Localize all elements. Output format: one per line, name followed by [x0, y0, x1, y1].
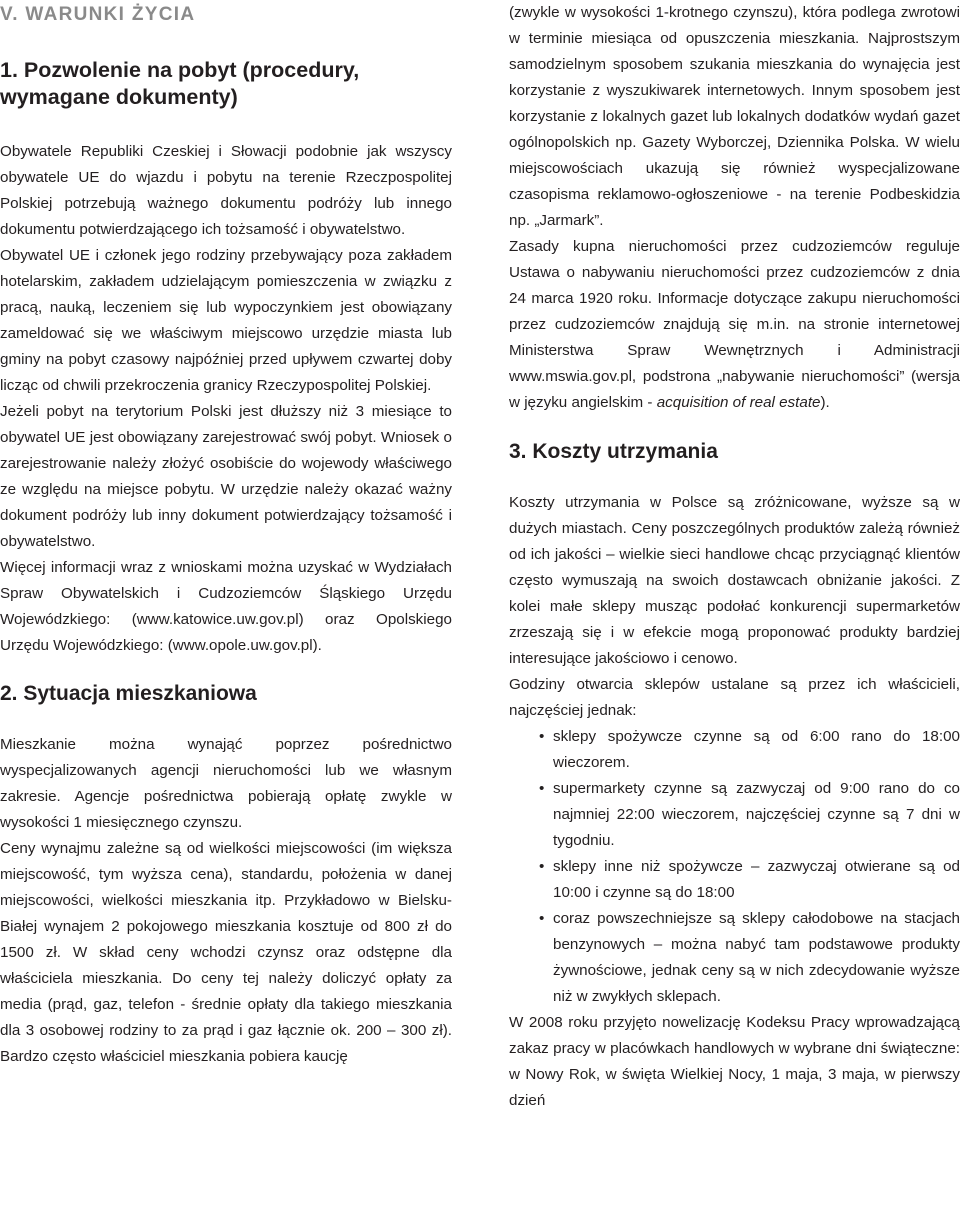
bullet-icon: • [539, 728, 545, 745]
property-purchase-english-term: acquisition of real estate [656, 394, 821, 411]
property-purchase-end: ). [820, 394, 830, 411]
bullet-icon: • [539, 910, 545, 927]
bullet-icon: • [539, 780, 545, 797]
heading-residence-permit: 1. Pozwolenie na pobyt (procedury, wymagane dokumenty) [0, 58, 360, 109]
right-column [509, 0, 960, 1114]
opening-hours-list [509, 724, 960, 1010]
heading-living-costs: 3. Koszty utrzymania [509, 440, 718, 463]
bullet-icon: • [539, 858, 545, 875]
heading-housing: 2. Sytuacja mieszkaniowa [0, 682, 257, 705]
section-title: V. WARUNKI ŻYCIA [0, 4, 196, 25]
property-purchase-text: Zasady kupna nieruchomości przez cudzoziemców reguluje Ustawa o nabywaniu nieruchomości przez cudzoziemców z dnia 24 marca 1920 roku. Informacje dotyczące zakupu nieruchomości przez cudzoziemców znajdują się m.in. na stronie internetowej Ministerstwa Spraw Wewnętrznych i Administracji www.mswia.gov.pl, podstrona „nabywanie nieruchomości” (wersja w języku angielskim - [509, 238, 960, 411]
paragraph-living-costs: Koszty utrzymania w Polsce są zróżnicowane, wyższe są w dużych miastach. Ceny poszczególnych produktów zależą również od ich jakości – wielkie sieci handlowe chcąc przyciągnąć klientów często wymuszają na swoich dostawcach obniżanie jakości. Z kolei małe sklepy musząc podołać konkurencji supermarketów zrzeszają się i w efekcie mogą proponować produkty bardziej interesujące jakościowo i cenowo. [509, 494, 960, 667]
left-column [0, 0, 452, 1070]
paragraph-registration-stay: Jeżeli pobyt na terytorium Polski jest dłuższy niż 3 miesiące to obywatel UE jest obowiązany zarejestrować swój pobyt. Wniosek o zarejestrowanie należy złożyć osobiście do wojewody właściwego ze względu na miejsce pobytu. W urzędzie należy okazać ważny dokument podróży lub inny dokument potwierdzający tożsamość i obywatelstwo. [0, 403, 452, 550]
paragraph-property-purchase [509, 234, 960, 416]
list-item [539, 906, 960, 1010]
paragraph-renting-agencies: Mieszkanie można wynająć poprzez pośrednictwo wyspecjalizowanych agencji nieruchomości lub we własnym zakresie. Agencje pośrednictwa pobierają opłatę zwykle w wysokości 1 miesięcznego czynszu. [0, 736, 452, 831]
paragraph-labour-code: W 2008 roku przyjęto nowelizację Kodeksu Pracy wprowadzającą zakaz pracy w placówkach handlowych w wybrane dni świąteczne: w Nowy Rok, w święta Wielkiej Nocy, 1 maja, 3 maja, w pierwszy dzień [509, 1014, 960, 1109]
list-item-text: coraz powszechniejsze są sklepy całodobowe na stacjach benzynowych – można nabyć tam podstawowe produkty żywnościowe, jednak ceny są w nich zdecydowanie wyższe niż w zwykłych sklepach. [553, 910, 960, 1005]
paragraph-rental-prices: Ceny wynajmu zależne są od wielkości miejscowości (im większa miejscowość, tym wyższa cena), standardu, położenia w danej miejscowości, wielkości mieszkania itp. Przykładowo w Bielsku-Białej wynajem 2 pokojowego mieszkania kosztuje od 800 zł do 1500 zł. W skład ceny wchodzi czynsz oraz odstępne dla właściciela mieszkania. Do ceny tej należy doliczyć opłaty za media (prąd, gaz, telefon - średnie opłaty dla takiego mieszkania dla 3 osobowej rodziny to za prąd i gaz łącznie ok. 200 – 300 zł). Bardzo często właściciel mieszkania pobiera kaucję [0, 840, 452, 1065]
paragraph-registration-temporary: Obywatel UE i członek jego rodziny przebywający poza zakładem hotelarskim, zakładem udzielającym pomieszczenia w związku z pracą, nauką, leczeniem się lub wypoczynkiem jest obowiązany zameldować się we właściwym miejscowo urzędzie miasta lub gminy na pobyt czasowy najpóźniej przed upływem czwartej doby licząc od chwili przekroczenia granicy Rzeczypospolitej Polskiej. [0, 247, 452, 394]
paragraph-opening-hours: Godziny otwarcia sklepów ustalane są przez ich właścicieli, najczęściej jednak: [509, 676, 960, 719]
paragraph-entry-documents: Obywatele Republiki Czeskiej i Słowacji podobnie jak wszyscy obywatele UE do wjazdu i pobytu na terenie Rzeczpospolitej Polskiej potrzebują ważnego dokumentu podróży lub innego dokumentu potwierdzającego ich tożsamość i obywatelstwo. [0, 143, 452, 238]
paragraph-more-information: Więcej informacji wraz z wnioskami można uzyskać w Wydziałach Spraw Obywatelskich i Cudzoziemców Śląskiego Urzędu Wojewódzkiego: (www.katowice.uw.gov.pl) oraz Opolskiego Urzędu Wojewódzkiego: (www.opole.uw.gov.pl). [0, 559, 452, 654]
list-item-text: sklepy spożywcze czynne są od 6:00 rano do 18:00 wieczorem. [553, 728, 960, 771]
list-item [539, 776, 960, 854]
list-item-text: supermarkety czynne są zazwyczaj od 9:00 rano do co najmniej 22:00 wieczorem, najczęściej czynne są 7 dni w tygodniu. [553, 780, 960, 849]
list-item-text: sklepy inne niż spożywcze – zazwyczaj otwierane są od 10:00 i czynne są do 18:00 [553, 858, 960, 901]
list-item [539, 724, 960, 776]
paragraph-deposit-search: (zwykle w wysokości 1-krotnego czynszu), która podlega zwrotowi w terminie miesiąca od opuszczenia mieszkania. Najprostszym samodzielnym sposobem szukania mieszkania do wynajęcia jest korzystanie z wyszukiwarek internetowych. Innym sposobem jest korzystanie z lokalnych gazet lub lokalnych dodatków wydań gazet ogólnopolskich np. Gazety Wyborczej, Dziennika Polska. W wielu miejscowościach ukazują się również wyspecjalizowane czasopisma reklamowo-ogłoszeniowe - na terenie Podbeskidzia np. „Jarmark”. [509, 4, 960, 229]
list-item [539, 854, 960, 906]
